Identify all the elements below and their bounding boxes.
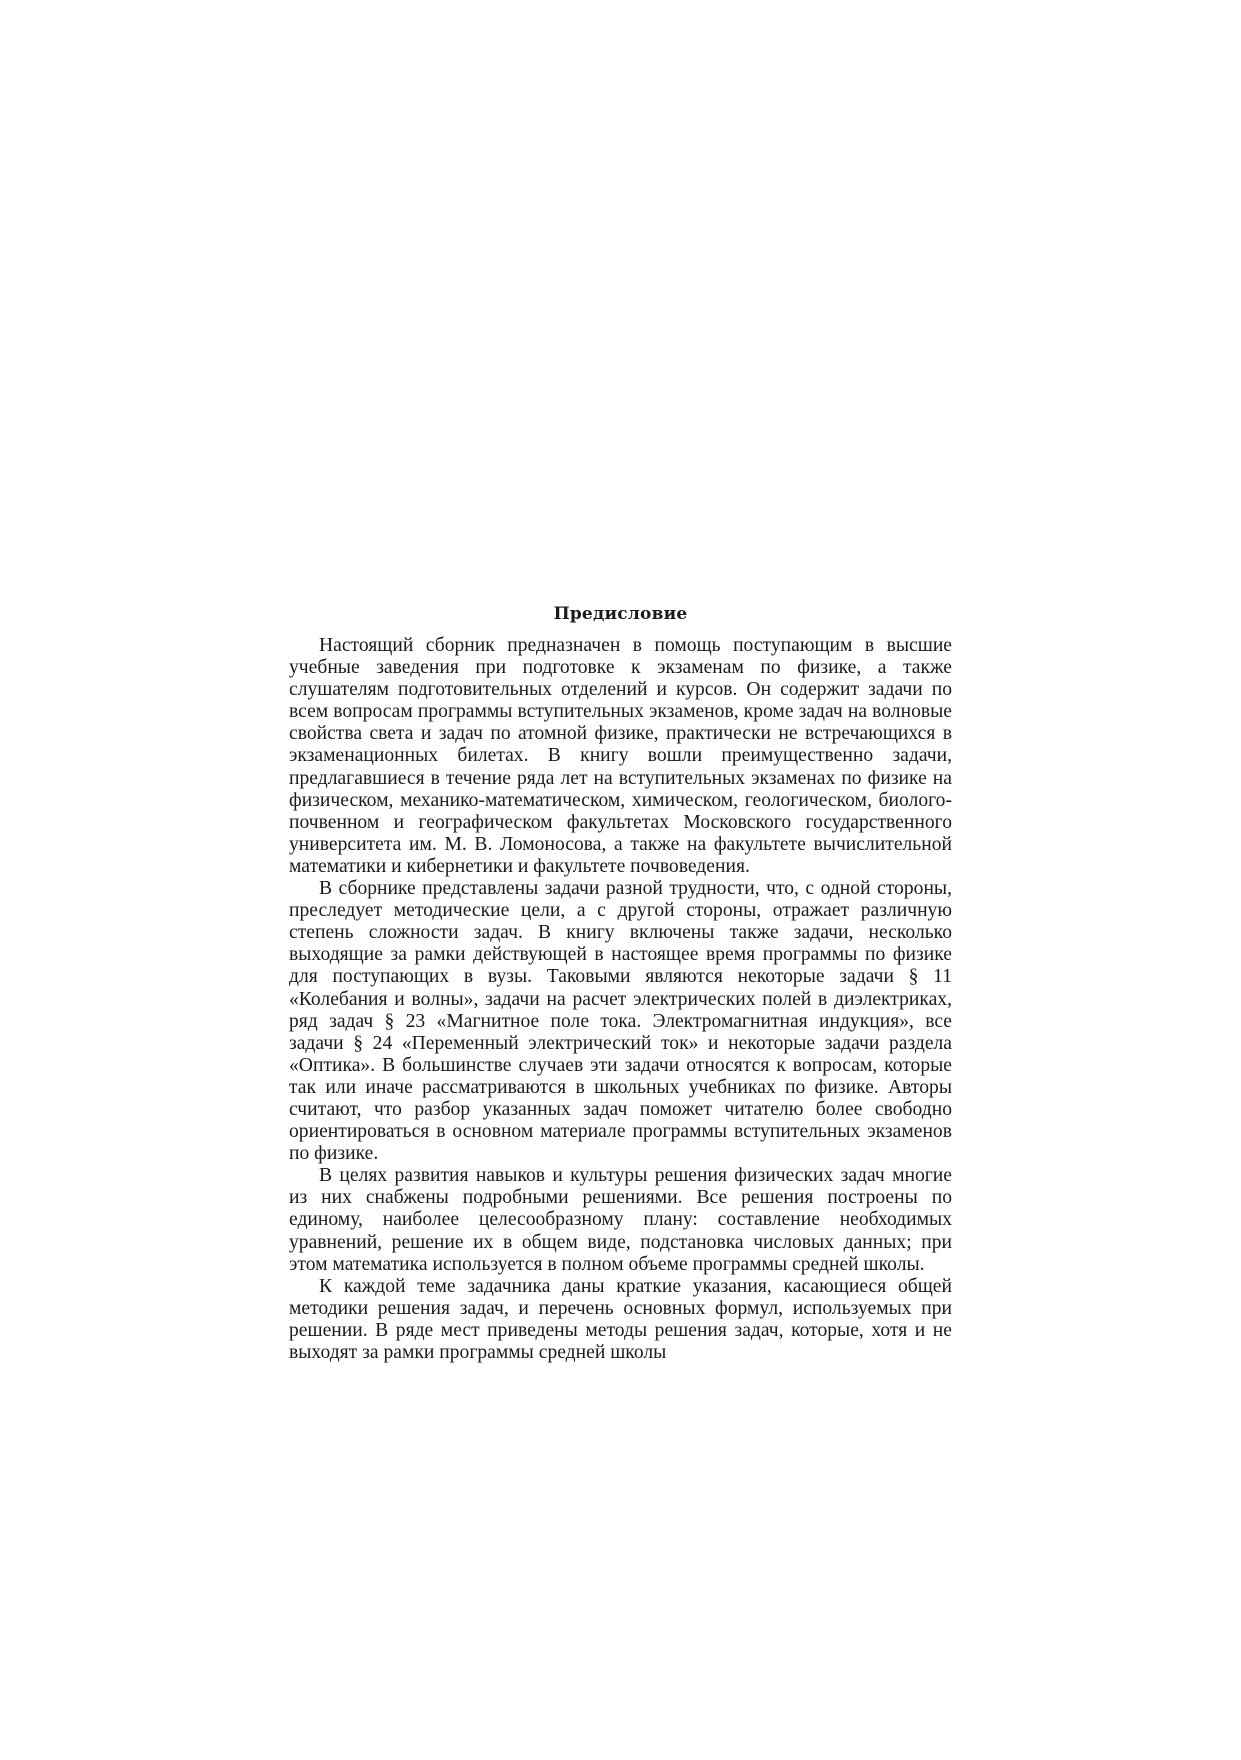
section-title: Предисловие <box>553 604 688 624</box>
paragraph-3: В целях развития навыков и культуры решения физических задач многие из них снабжены подробными решениями. Все решения построены по единому, наиболее целесообразному плану: составление необходимых уравнений, решение их в общем виде, подстановка числовых данных; при этом математика используется в полном объеме программы средней школы. <box>289 1165 952 1275</box>
paragraph-4: К каждой теме задачника даны краткие указания, касающиеся общей методики решения задач, и перечень основных формул, используемых при решении. В ряде мест приведены методы решения задач, которые, хотя и не выходят за рамки программы средней школы <box>289 1275 952 1363</box>
paragraph-2: В сборнике представлены задачи разной трудности, что, с одной стороны, преследует методические цели, а с другой стороны, отражает различную степень сложности задач. В книгу включены также задачи, несколько выходящие за рамки действующей в настоящее время программы по физике для поступающих в вузы. Таковыми являются некоторые задачи § 11 «Колебания и волны», задачи на расчет электрических полей в диэлектриках, ряд задач § 23 «Магнитное поле тока. Электромагнитная индукция», все задачи § 24 «Переменный электрический ток» и некоторые задачи раздела «Оптика». В большинстве случаев эти задачи относятся к вопросам, которые так или иначе рассматриваются в школьных учебниках по физике. Авторы считают, что разбор указанных задач поможет читателю более свободно ориентироваться в основном материале программы вступительных экзаменов по физике. <box>289 878 952 1165</box>
preface-section <box>289 603 952 1364</box>
paragraph-1: Настоящий сборник предназначен в помощь поступающим в высшие учебные заведения при подготовке к экзаменам по физике, а также слушателям подготовительных отделений и курсов. Он содержит задачи по всем вопросам программы вступительных экзаменов, кроме задач на волновые свойства света и задач по атомной физике, практически не встречающихся в экзаменационных билетах. В книгу вошли преимущественно задачи, предлагавшиеся в течение ряда лет на вступительных экзаменах по физике на физическом, механико-математическом, химическом, геологическом, биолого-почвенном и географическом факультетах Московского государственного университета им. М. В. Ломоносова, а также на факультете вычислительной математики и кибернетики и факультете почвоведения. <box>289 635 952 877</box>
